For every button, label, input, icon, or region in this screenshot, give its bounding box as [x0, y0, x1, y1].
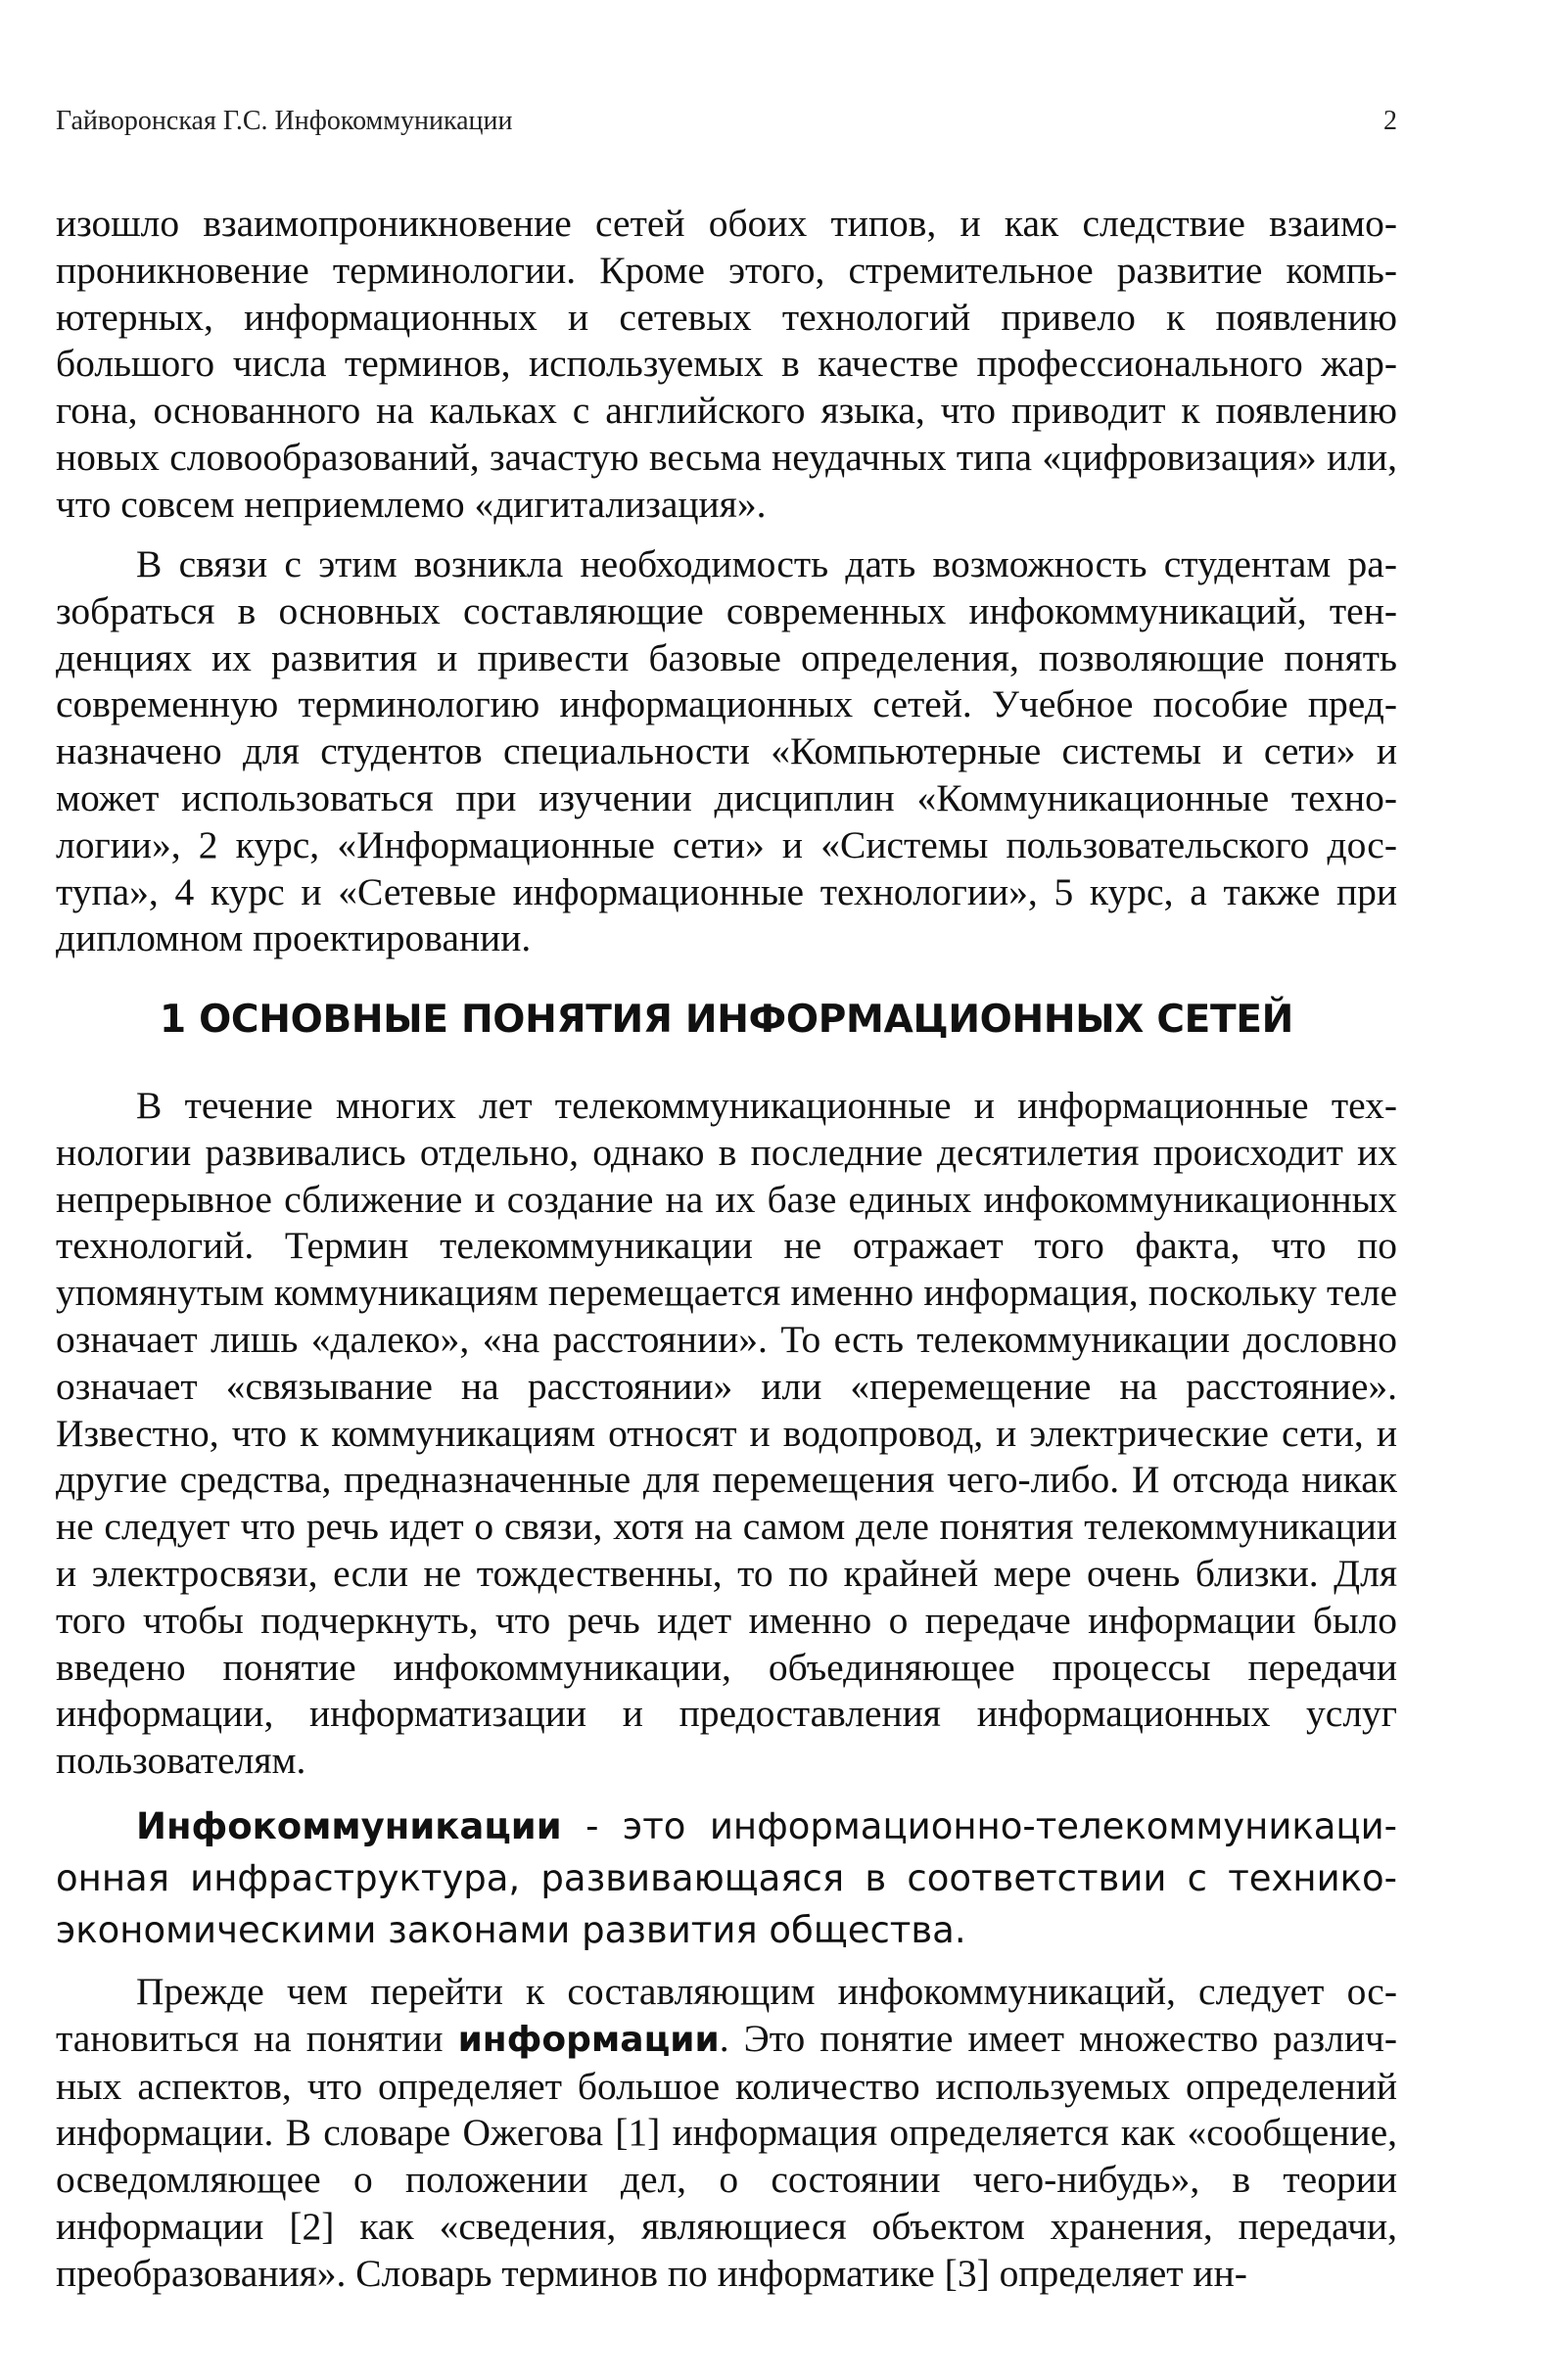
paragraph-history: В течение многих лет телекоммуникационные и информационные технологии развивались отдельно, однако в последние десятилетия происходит их непрерывное сближение и создание на их базе единых инфокоммуникационных технологий. Термин телекоммуникации не отражает того факта, что по упомянутым коммуникациям перемещается именно информация, поскольку теле означает лишь «далеко», «на расстоянии». То есть телекоммуникации дословно означает «связывание на расстоянии» или «перемещение на расстояние». Известно, что к коммуникациям относят и водопровод, и электрические сети, и другие средства, предназначенные для перемещения чего-либо. И отсюда никак не следует что речь идет о связи, хотя на самом деле понятия телекоммуникации и электросвязи, если не тождественны, то по крайней мере очень близки. Для того чтобы подчеркнуть, что речь идет именно о передаче информации было введено понятие инфокоммуникации, объединяющее процессы передачи информации, информатизации и предоставления информационных услуг пользователям. [56, 1084, 1397, 1783]
information-intro-after: . Это понятие имеет множество различных аспектов, что определяет большое количество используемых определений информации. В словаре Ожегова [1] информация определяется как «сообщение, осведомляющее о положении дел, о состоянии чего-нибудь», в теории информации [2] как «сведения, являющиеся объектом хранения, передачи, преобразования». Словарь терминов по информатике [3] определяет ин- [56, 2016, 1397, 2295]
running-head-title: Гайворонская Г.С. Инфокоммуникации [56, 106, 513, 136]
running-head [56, 106, 1397, 145]
information-intro-before: Прежде чем перейти к составляющим инфокоммуникаций, следует остановиться на понятии [56, 1970, 1397, 2060]
definition-term: Инфокоммуникации [136, 1805, 562, 1847]
section-heading: 1 ОСНОВНЫЕ ПОНЯТИЯ ИНФОРМАЦИОННЫХ СЕТЕЙ [159, 998, 1294, 1042]
paragraph-information [56, 1969, 1397, 2298]
information-term: информации [457, 2019, 720, 2060]
paragraph-motivation: В связи с этим возникла необходимость дать возможность студентам разобраться в основных составляющие современных инфокоммуникаций, тенденциях их развития и привести базовые определения, позволяющие понять современную терминологию информационных сетей. Учебное пособие предназначено для студентов специальности «Компьютерные системы и сети» и может использоваться при изучении дисциплин «Коммуникационные технологии», 2 курс, «Информационные сети» и «Системы пользовательского доступа», 4 курс и «Сетевые информационные технологии», 5 курс, а также при дипломном проектировании. [56, 542, 1397, 960]
definition-paragraph [56, 1800, 1397, 1956]
paragraph-continuation: изошло взаимопроникновение сетей обоих типов, и как следствие взаимопроникновение терминологии. Кроме этого, стремительное развитие компьютерных, информационных и сетевых технологий привело к появлению большого числа терминов, используемых в качестве профессионального жаргона, основанного на кальках с английского языка, что приводит к появлению новых словообразований, зачастую весьма неудачных типа «цифровизация» или, что совсем неприемлемо «дигитализация». [56, 202, 1397, 526]
definition-text: - это информационно-телекоммуникационная инфраструктура, развивающаяся в соответствии с технико-экономическими законами развития общества. [56, 1805, 1397, 1951]
page-number: 2 [1383, 106, 1397, 136]
